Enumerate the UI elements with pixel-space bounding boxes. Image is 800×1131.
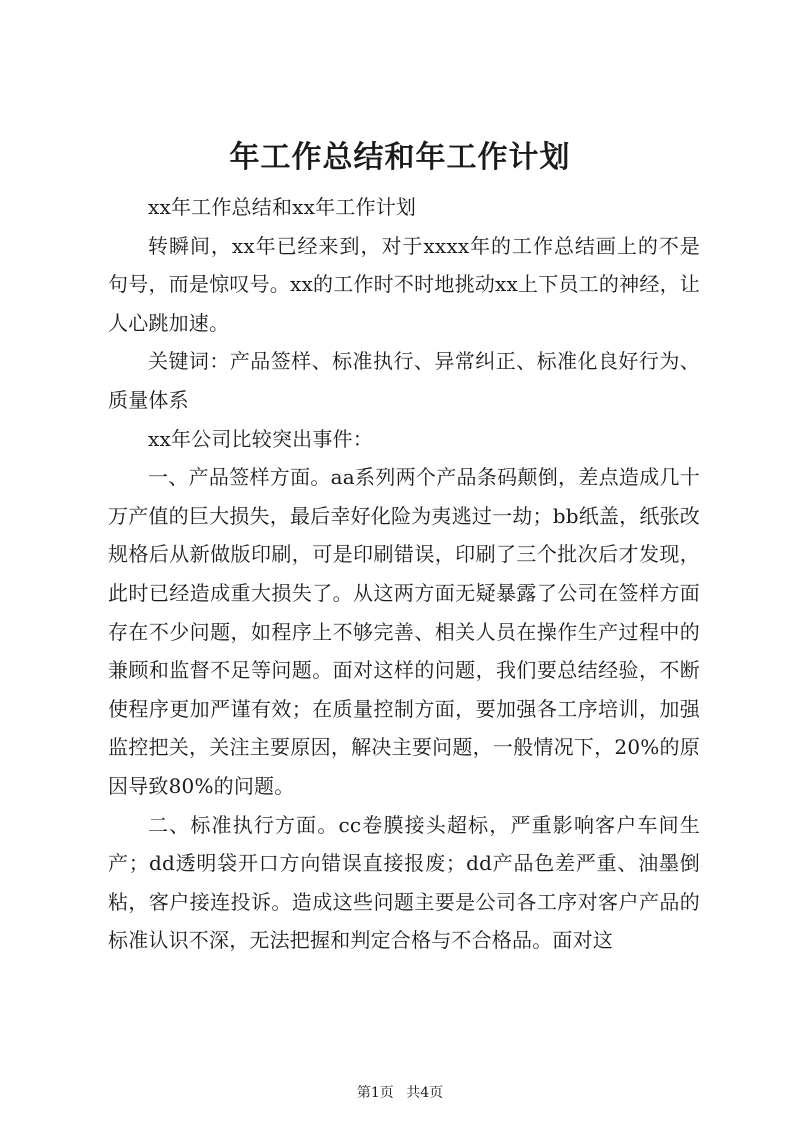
paragraph-events-heading: xx年公司比较突出事件：	[148, 426, 373, 451]
page-total: 共4页	[406, 1085, 444, 1101]
page-number: 第1页	[356, 1085, 394, 1101]
paragraph-keywords: 关键词：产品签样、标准执行、异常纠正、标准化良好行为、质量体系	[108, 349, 700, 412]
paragraph-subtitle: xx年工作总结和xx年工作计划	[148, 195, 417, 219]
paragraph-standard-execution: 二、标准执行方面。cc卷膜接头超标，严重影响客户车间生产；dd透明袋开口方向错误直接报废；dd产品色差严重、油墨倒粘，客户接连投诉。造成这些问题主要是公司各工序对客户产品的标准认识不深，无法把握和判定合格与不合格品。面对这	[108, 812, 700, 953]
paragraph-intro: 转瞬间，xx年已经来到，对于xxxx年的工作总结画上的不是句号，而是惊叹号。xx的工作时不时地挑动xx上下员工的神经，让人心跳加速。	[108, 233, 700, 335]
paragraph-product-signoff: 一、产品签样方面。aa系列两个产品条码颠倒，差点造成几十万产值的巨大损失，最后幸好化险为夷逃过一劫；bb纸盖，纸张改规格后从新做版印刷，可是印刷错误，印刷了三个批次后才发现，此时已经造成重大损失了。从这两方面无疑暴露了公司在签样方面存在不少问题，如程序上不够完善、相关人员在操作生产过程中的兼顾和监督不足等问题。面对这样的问题，我们要总结经验，不断使程序更加严谨有效；在质量控制方面，要加强各工序培训，加强监控把关，关注主要原因，解决主要问题，一般情况下，20%的原因导致80%的问题。	[108, 465, 700, 798]
page-title: 年工作总结和年工作计划	[229, 140, 571, 175]
page-footer	[0, 1083, 800, 1103]
document-body	[108, 188, 700, 960]
